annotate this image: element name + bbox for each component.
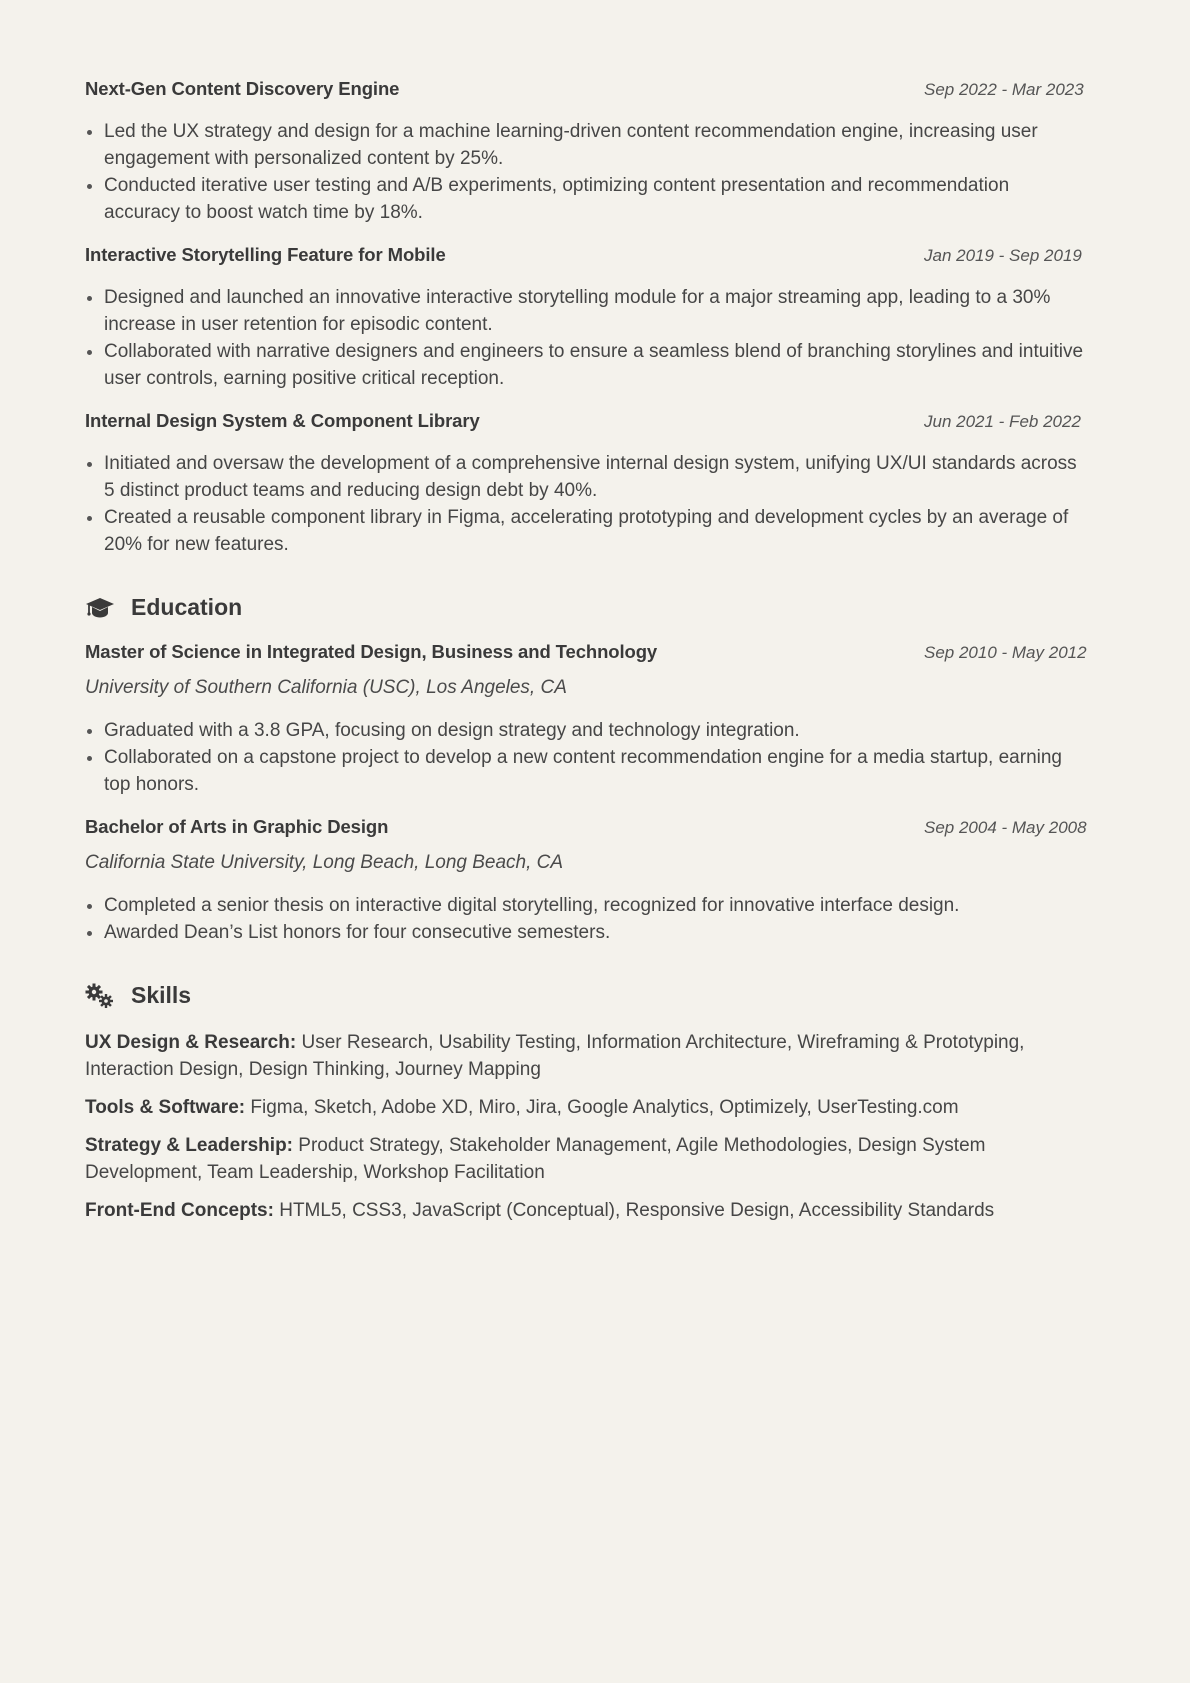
skill-label: UX Design & Research: <box>85 1032 297 1053</box>
project-date: Sep 2022 - Mar 2023 <box>924 80 1084 99</box>
project-title: Internal Design System & Component Library <box>85 410 480 431</box>
bullet-item: Graduated with a 3.8 GPA, focusing on design strategy and technology integration. <box>85 717 1100 744</box>
education-section-header <box>85 594 1100 621</box>
project-title: Interactive Storytelling Feature for Mobile <box>85 244 446 265</box>
bullet-item: Completed a senior thesis on interactive digital storytelling, recognized for innovative interface design. <box>85 892 1100 919</box>
skill-label: Tools & Software: <box>85 1097 246 1118</box>
degree-title: Bachelor of Arts in Graphic Design <box>85 816 389 837</box>
project-entry <box>85 78 1100 226</box>
project-bullets <box>85 284 1100 392</box>
bullet-item: Led the UX strategy and design for a machine learning-driven content recommendation engine, increasing user engagement with personalized content by 25%. <box>85 118 1100 172</box>
project-entry <box>85 410 1100 558</box>
section-title: Skills <box>131 982 192 1008</box>
education-date: Sep 2010 - May 2012 <box>924 643 1087 662</box>
project-bullets <box>85 118 1100 226</box>
skill-value: Figma, Sketch, Adobe XD, Miro, Jira, Google Analytics, Optimizely, UserTesting.com <box>250 1097 959 1118</box>
skill-label: Front-End Concepts: <box>85 1200 274 1221</box>
education-entry <box>85 641 1100 798</box>
project-date: Jun 2021 - Feb 2022 <box>924 412 1081 431</box>
education-bullets <box>85 892 1100 946</box>
project-header <box>85 410 1100 432</box>
graduation-cap-icon <box>85 595 115 621</box>
project-title: Next-Gen Content Discovery Engine <box>85 78 400 99</box>
project-bullets <box>85 450 1100 558</box>
skills-section-header <box>85 982 1100 1009</box>
education-header <box>85 816 1100 838</box>
bullet-item: Collaborated on a capstone project to develop a new content recommendation engine for a media startup, earning top honors. <box>85 744 1100 798</box>
skill-label: Strategy & Leadership: <box>85 1135 293 1156</box>
bullet-item: Collaborated with narrative designers and engineers to ensure a seamless blend of branching storylines and intuitive user controls, earning positive critical reception. <box>85 338 1100 392</box>
skill-value: HTML5, CSS3, JavaScript (Conceptual), Responsive Design, Accessibility Standards <box>279 1200 995 1221</box>
project-entry <box>85 244 1100 392</box>
skill-value: Product Strategy, Stakeholder Management, Agile Methodologies, Design System Development, Team Leadership, Workshop Facilitation <box>85 1135 986 1183</box>
education-entry <box>85 816 1100 946</box>
section-title: Education <box>131 594 243 620</box>
bullet-item: Designed and launched an innovative interactive storytelling module for a major streaming app, leading to a 30% increase in user retention for episodic content. <box>85 284 1100 338</box>
skill-value: User Research, Usability Testing, Information Architecture, Wireframing & Prototyping, Interaction Design, Design Thinking, Journey Mapping <box>85 1032 1025 1080</box>
gears-icon <box>85 983 115 1009</box>
skill-row <box>85 1094 1100 1121</box>
education-bullets <box>85 717 1100 798</box>
bullet-item: Initiated and oversaw the development of a comprehensive internal design system, unifying UX/UI standards across 5 distinct product teams and reducing design debt by 40%. <box>85 450 1100 504</box>
project-date: Jan 2019 - Sep 2019 <box>924 246 1082 265</box>
bullet-item: Awarded Dean’s List honors for four consecutive semesters. <box>85 919 1100 946</box>
skill-row <box>85 1029 1100 1083</box>
degree-title: Master of Science in Integrated Design, Business and Technology <box>85 641 658 662</box>
project-header <box>85 78 1100 100</box>
education-date: Sep 2004 - May 2008 <box>924 818 1087 837</box>
education-header <box>85 641 1100 663</box>
bullet-item: Created a reusable component library in Figma, accelerating prototyping and development cycles by an average of 20% for new features. <box>85 504 1100 558</box>
bullet-item: Conducted iterative user testing and A/B experiments, optimizing content presentation and recommendation accuracy to boost watch time by 18%. <box>85 172 1100 226</box>
project-header <box>85 244 1100 266</box>
school-name: California State University, Long Beach, Long Beach, CA <box>85 852 564 873</box>
school-name: University of Southern California (USC), Los Angeles, CA <box>85 677 567 698</box>
skill-row <box>85 1132 1100 1186</box>
skill-row <box>85 1197 1100 1224</box>
